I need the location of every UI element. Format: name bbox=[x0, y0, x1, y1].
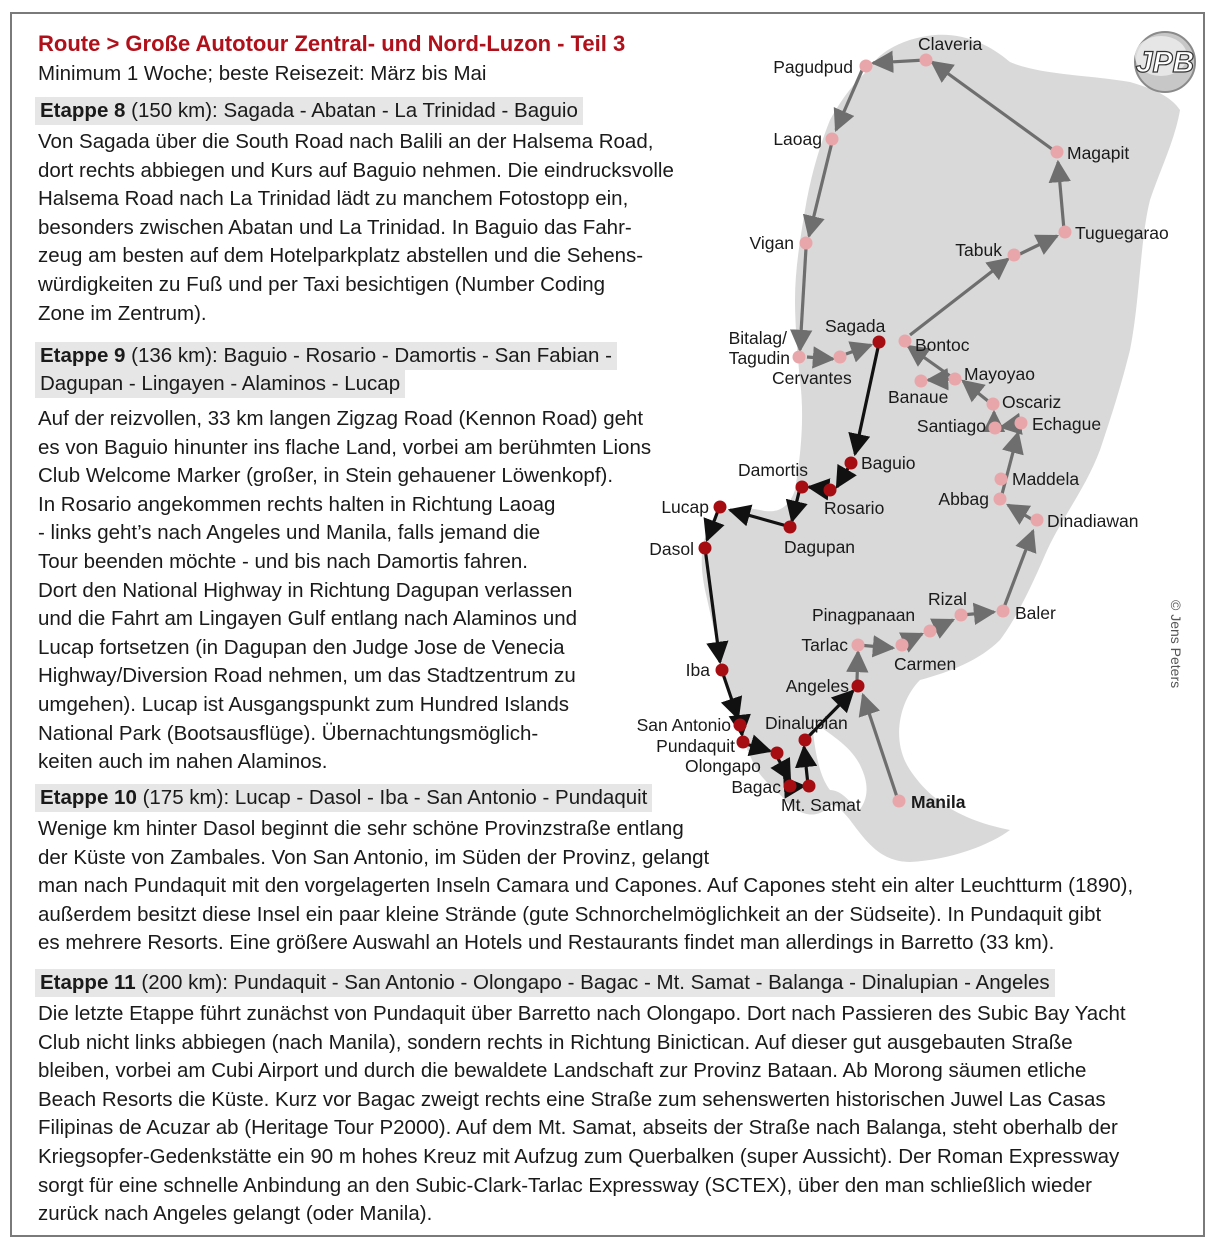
label-pinagpanaan: Pinagpanaan bbox=[812, 605, 916, 625]
text-line: National Park (Bootsausflüge). Übernachtungsmöglich- bbox=[38, 721, 539, 745]
label-tagudin: Tagudin bbox=[728, 348, 790, 368]
stage-8-route: Sagada - Abatan - La Trinidad - Baguio bbox=[223, 99, 578, 122]
page-title: Route > Große Autotour Zentral- und Nord-Luzon - Teil 3 bbox=[38, 31, 626, 56]
text-line: zeug am besten auf dem Hotelparkplatz abstellen und die Sehens- bbox=[38, 244, 644, 268]
label-baguio: Baguio bbox=[861, 453, 916, 473]
label-santiago: Santiago bbox=[916, 416, 986, 436]
label-dinalupian: Dinalupian bbox=[765, 713, 848, 733]
label-pundaquit: Pundaquit bbox=[656, 736, 735, 756]
text-line: würdigkeiten zu Fuß und per Taxi besichtigen (Number Coding bbox=[38, 272, 606, 296]
label-carmen: Carmen bbox=[894, 654, 957, 674]
stage-8-distance: (150 km): bbox=[131, 99, 218, 122]
label-rosario: Rosario bbox=[824, 498, 885, 518]
label-mt-samat: Mt. Samat bbox=[781, 795, 861, 815]
label-tuguegarao: Tuguegarao bbox=[1075, 223, 1169, 243]
label-pagudpud: Pagudpud bbox=[773, 57, 853, 77]
label-manila: Manila bbox=[911, 792, 966, 812]
marker-pinagpanaan bbox=[924, 625, 937, 638]
text-line: - links geht’s nach Angeles und Manila, falls jemand die bbox=[38, 521, 541, 545]
text-line: Club nicht links abbiegen (nach Manila), sondern rechts in Richtung Binictican. Auf dieser gut ausgebauten Straße bbox=[38, 1030, 1073, 1054]
label-bagac: Bagac bbox=[731, 777, 781, 797]
label-sagada: Sagada bbox=[825, 316, 886, 336]
label-lucap: Lucap bbox=[661, 497, 709, 517]
marker-claveria bbox=[920, 54, 933, 67]
stage-8-heading bbox=[35, 97, 583, 125]
stage-8-label: Etappe 8 bbox=[40, 99, 126, 122]
label-dasol: Dasol bbox=[649, 539, 694, 559]
marker-carmen bbox=[896, 639, 909, 652]
marker-mayoyao bbox=[949, 373, 962, 386]
marker-damortis bbox=[796, 481, 809, 494]
marker-cervantes bbox=[834, 351, 847, 364]
marker-santiago bbox=[989, 422, 1002, 435]
label-damortis: Damortis bbox=[738, 460, 809, 480]
text-line: Lucap fortsetzen (in Dagupan den Judge Jose de Venecia bbox=[38, 635, 565, 659]
text-line: Beach Resorts die Küste. Kurz vor Bagac zweigt rechts eine Straße zum sehenswerten historischen Juwel Las Casas bbox=[38, 1087, 1106, 1111]
text-line: der Küste von Zambales. Von San Antonio, im Süden der Provinz, gelangt bbox=[38, 845, 710, 869]
stage-9-distance: (136 km): bbox=[131, 344, 218, 367]
text-line: bleiben, vorbei am Cubi Airport und durch die bewaldete Landschaft zur Provinz Bataan. Ab Morong säumen etliche bbox=[38, 1059, 1087, 1083]
marker-dagupan bbox=[784, 521, 797, 534]
marker-dinadiawan bbox=[1031, 514, 1044, 527]
marker-magapit bbox=[1051, 146, 1064, 159]
marker-pundaquit bbox=[737, 736, 750, 749]
stage-11-route: Pundaquit - San Antonio - Olongapo - Bagac - Mt. Samat - Balanga - Dinalupian - Angeles bbox=[233, 971, 1050, 994]
marker-dasol bbox=[699, 542, 712, 555]
marker-tuguegarao bbox=[1059, 226, 1072, 239]
marker-manila bbox=[893, 795, 906, 808]
marker-lucap bbox=[714, 501, 727, 514]
text-line: Tour beenden möchte - und bis nach Damortis fahren. bbox=[38, 549, 528, 573]
marker-bontoc bbox=[899, 335, 912, 348]
label-vigan: Vigan bbox=[749, 233, 794, 253]
stage-10-route: Lucap - Dasol - Iba - San Antonio - Pundaquit bbox=[234, 786, 648, 809]
label-cervantes: Cervantes bbox=[772, 368, 852, 388]
stage-9-route-2: Dagupan - Lingayen - Alaminos - Lucap bbox=[40, 372, 401, 395]
label-angeles: Angeles bbox=[785, 676, 849, 696]
text-line: Kriegsopfer-Gedenkstätte ein 90 m hohes Kreuz mit Aufzug zum Querbalken (super Aussicht). Der Roman Expressway bbox=[38, 1144, 1120, 1168]
text-line: sorgt für eine schnelle Anbindung an den Subic-Clark-Tarlac Expressway (SCTEX), über den man schließlich wieder bbox=[38, 1173, 1092, 1197]
text-line: Halsema Road nach La Trinidad lädt zu manchem Fotostopp ein, bbox=[38, 187, 629, 211]
marker-tabuk bbox=[1008, 249, 1021, 262]
text-line: Filipinas de Acuzar ab (Heritage Tour P2000). Auf dem Mt. Samat, abseits der Straße nach Balanga, steht oberhalb der bbox=[38, 1116, 1118, 1140]
label-tarlac: Tarlac bbox=[801, 635, 848, 655]
text-line: keiten auch im nahen Alaminos. bbox=[38, 750, 328, 774]
stage-10-text bbox=[38, 815, 1133, 958]
stage-9-text bbox=[38, 405, 651, 777]
marker-echague bbox=[1015, 417, 1028, 430]
label-tabuk: Tabuk bbox=[955, 240, 1002, 260]
marker-sagada bbox=[873, 336, 886, 349]
marker-olongapo bbox=[771, 747, 784, 760]
text-line: dort rechts abbiegen und Kurs auf Baguio nehmen. Die eindrucksvolle bbox=[38, 158, 674, 182]
stage-11-distance: (200 km): bbox=[141, 971, 228, 994]
text-line: und die Fahrt am Lingayen Gulf entlang nach Alaminos und bbox=[38, 607, 578, 631]
text-line: es von Baguio hinunter ins flache Land, vorbei am berühmten Lions bbox=[38, 435, 652, 459]
stage-9-route: Baguio - Rosario - Damortis - San Fabian - bbox=[223, 344, 612, 367]
marker-vigan bbox=[800, 237, 813, 250]
stage-11-label: Etappe 11 bbox=[40, 971, 136, 994]
label-bitalag: Bitalag/ bbox=[728, 328, 787, 348]
marker-tarlac bbox=[852, 639, 865, 652]
marker-angeles bbox=[852, 680, 865, 693]
jpb-logo bbox=[1135, 32, 1195, 92]
marker-laoag bbox=[826, 133, 839, 146]
text-line: Dort den National Highway in Richtung Dagupan verlassen bbox=[38, 578, 573, 602]
marker-banaue bbox=[915, 375, 928, 388]
stage-9-label: Etappe 9 bbox=[40, 344, 126, 367]
label-banaue: Banaue bbox=[888, 387, 949, 407]
text-line: zurück nach Angeles gelangt (oder Manila). bbox=[38, 1202, 433, 1226]
marker-abbag bbox=[994, 493, 1007, 506]
stage-10-heading bbox=[35, 784, 652, 812]
label-baler: Baler bbox=[1015, 603, 1056, 623]
text-line: In Rosario angekommen rechts halten in Richtung Laoag bbox=[38, 492, 556, 516]
marker-pagudpud bbox=[860, 60, 873, 73]
label-claveria: Claveria bbox=[918, 34, 983, 54]
marker-bagac bbox=[784, 780, 797, 793]
label-laoag: Laoag bbox=[773, 129, 822, 149]
stage-9-heading bbox=[35, 342, 617, 370]
stage-11-text bbox=[38, 1000, 1126, 1229]
text-line: Highway/Diversion Road nehmen, um das Stadtzentrum zu bbox=[38, 664, 576, 688]
text-line: Zone im Zentrum). bbox=[38, 301, 207, 325]
logo-text: JPB bbox=[1135, 46, 1195, 79]
marker-tagudin bbox=[793, 351, 806, 364]
marker-dinalupian bbox=[799, 734, 812, 747]
label-magapit: Magapit bbox=[1067, 143, 1130, 163]
marker-san-antonio bbox=[734, 719, 747, 732]
text-line: Wenige km hinter Dasol beginnt die sehr schöne Provinzstraße entlang bbox=[38, 817, 684, 840]
marker-mt-samat bbox=[803, 780, 816, 793]
text-line: Club Welcome Marker (großer, in Stein gehauener Löwenkopf). bbox=[38, 464, 614, 488]
page-subtitle: Minimum 1 Woche; beste Reisezeit: März bis Mai bbox=[38, 62, 487, 85]
marker-rosario bbox=[824, 484, 837, 497]
text-line: besonders zwischen Abatan und La Trinidad. In Baguio das Fahr- bbox=[38, 215, 632, 239]
text-line: es mehrere Resorts. Eine größere Auswahl an Hotels und Restaurants findet man allerdings in Barretto (33 km). bbox=[38, 931, 1055, 955]
copyright-note: © Jens Peters bbox=[1168, 600, 1184, 689]
label-olongapo: Olongapo bbox=[685, 756, 761, 776]
marker-maddela bbox=[995, 473, 1008, 486]
label-iba: Iba bbox=[685, 660, 710, 680]
label-oscariz: Oscariz bbox=[1002, 392, 1062, 412]
label-bontoc: Bontoc bbox=[915, 335, 970, 355]
stage-9-heading-cont bbox=[35, 370, 405, 398]
label-maddela: Maddela bbox=[1012, 469, 1080, 489]
marker-oscariz bbox=[987, 398, 1000, 411]
marker-baler bbox=[997, 605, 1010, 618]
label-dagupan: Dagupan bbox=[784, 537, 856, 557]
label-abbag: Abbag bbox=[938, 489, 989, 509]
label-rizal: Rizal bbox=[928, 589, 967, 609]
label-echague: Echague bbox=[1032, 414, 1102, 434]
text-line: Auf der reizvollen, 33 km langen Zigzag Road (Kennon Road) geht bbox=[38, 407, 644, 430]
marker-iba bbox=[716, 664, 729, 677]
marker-rizal bbox=[955, 609, 968, 622]
marker-baguio bbox=[845, 457, 858, 470]
label-mayoyao: Mayoyao bbox=[964, 364, 1036, 384]
text-line: umgehen). Lucap ist Ausgangspunkt zum Hundred Islands bbox=[38, 692, 570, 716]
stage-10-label: Etappe 10 bbox=[40, 786, 137, 809]
stage-11-heading bbox=[35, 969, 1055, 997]
text-line: Von Sagada über die South Road nach Balili an der Halsema Road, bbox=[38, 130, 654, 153]
stage-10-distance: (175 km): bbox=[142, 786, 230, 809]
label-dinadiawan: Dinadiawan bbox=[1047, 511, 1139, 531]
label-san-antonio: San Antonio bbox=[636, 715, 731, 735]
text-line: man nach Pundaquit mit den vorgelagerten Inseln Camara und Capones. Auf Capones steht ein alter Leuchtturm (1890), bbox=[38, 874, 1134, 898]
text-line: außerdem besitzt diese Insel ein paar kleine Strände (gute Schnorchelmöglichkeit an der Südseite). In Pundaquit gibt bbox=[38, 902, 1102, 926]
text-line: Die letzte Etappe führt zunächst von Pundaquit über Barretto nach Olongapo. Dort nach Passieren des Subic Bay Yacht bbox=[38, 1002, 1126, 1025]
stage-8-text bbox=[38, 128, 674, 328]
